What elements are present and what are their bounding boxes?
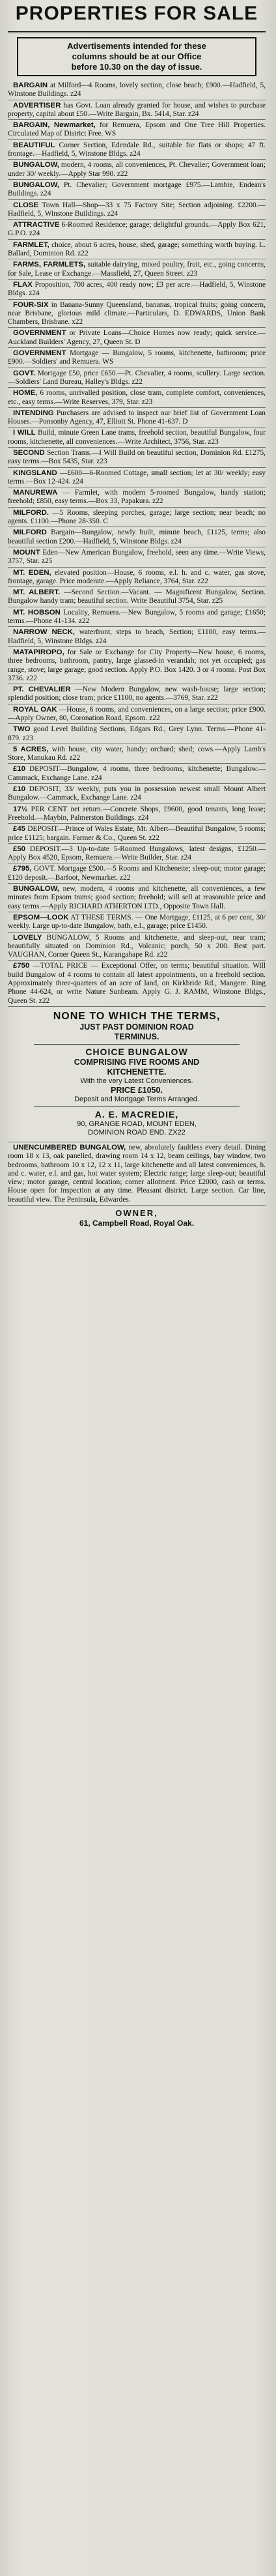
classified-ad xyxy=(8,627,266,647)
classified-ad xyxy=(8,328,266,348)
classified-ad xyxy=(8,80,266,100)
ad-text: DEPOSIT—Prince of Wales Estate, Mt. Albert—Beautiful Bungalow, 5 rooms; price £1125; bargain. Farmer & Co., Queen St. z22 xyxy=(8,825,266,842)
agent-surname: MACREDIE, xyxy=(121,1108,179,1120)
classified-ad xyxy=(8,647,266,684)
ad-lead: MT. ALBERT. xyxy=(13,588,61,597)
classified-ad xyxy=(8,300,266,328)
ad-lead: BARGAIN, Newmarket, xyxy=(13,121,96,130)
ad-lead: 17½ xyxy=(13,805,28,813)
classified-ad xyxy=(8,568,266,588)
classified-ad xyxy=(8,764,266,784)
ad-text: Locality, Remuera.—New Bungalow, 5 rooms and garage; £1650; terms.—Phone 41-134. z22 xyxy=(8,608,266,626)
ads-list xyxy=(8,80,266,1007)
ad-text: new, absolutely faultless every detail. Dining room 18 x 13, oak panelled, drawing room 14 x 12, beam ceilings, bay window, two bedrooms, bathroom 10 x 12, 12 x 11, large kitchenette and all latest conveniences, h. and c. water, e.l. and gas, hot water system; Electric range; large sleep-out; beautiful view; motor garage, central location; corner allotment. Price £2000, cash or terms. House open for inspection at any time. Pleasant district. Large section. Car line, beautiful view. The Peninsula, Edwardes. xyxy=(8,1143,266,1204)
classified-ad xyxy=(8,240,266,260)
ad-text: elevated position—House, 6 rooms, e.l. h. and c. water, gas stove, frontage, garage. Price moderate.—Apply Reliance, 3764, Star. z22 xyxy=(8,568,266,585)
ad-lead: FARMLET, xyxy=(13,240,49,249)
ad-lead: £10 xyxy=(13,785,26,794)
classified-ad xyxy=(8,824,266,844)
ad-lead: GOVERNMENT xyxy=(13,329,66,338)
ad-lead: GOVT. xyxy=(13,369,36,377)
owner-address: 61, Campbell Road, Royal Oak. xyxy=(79,1218,195,1228)
classified-ad xyxy=(8,961,266,1006)
classified-ad xyxy=(8,280,266,300)
ad-lead: BEAUTIFUL xyxy=(13,141,55,149)
section-banner: PROPERTIES FOR SALE xyxy=(8,0,266,33)
ad-text: Eden—New American Bungalow, freehold, seen any time.—Write Views, 3757, Star. z25 xyxy=(8,548,266,566)
ad-text: Build, minute Green Lane trams, freehold section, beautiful Bungalow, four rooms, kitchenette, all conveniences.—Write Architect, 3756, Star. z23 xyxy=(8,429,266,446)
classified-ad xyxy=(8,180,266,200)
ad-text: waterfront, steps to beach, Section; £1100, easy terms.—Hadfield, 5, Winstone Bldgs. z24 xyxy=(8,628,266,645)
ad-text: DEPOSIT—Bungalow, 4 rooms, three bedrooms, kitchenette; Bungalow.—Cammack, Exchange Lane. z24 xyxy=(8,765,266,782)
ad-text: 6-Roomed Residence; garage; delightful grounds.—Apply Box 621, G.P.O. z24 xyxy=(8,221,266,238)
classified-ad xyxy=(8,684,266,704)
ad-text: AT THESE TERMS. — One Mortgage, £1125, at 6 per cent, 30/ weekly. Large up-to-date Bungalow, bath, e.l., garage; price £1450. xyxy=(8,913,266,931)
ad-lead: I WILL xyxy=(13,429,36,437)
ad-text: —5 Rooms, sleeping porches, garage; large section; near beach; no agents. £1100.—Phone 28-350. C xyxy=(8,508,266,526)
ad-lead: CLOSE xyxy=(13,201,39,209)
ad-lead: MANUREWA xyxy=(13,489,58,497)
ad-text: Pt. Chevalier; Government mortgage £975.—Lambie, Endean's Buildings. z24 xyxy=(8,181,266,198)
ad-lead: TWO xyxy=(13,725,31,734)
ad-lead: ATTRACTIVE xyxy=(13,221,60,229)
ad-text: —New Modern Bungalow, new wash-house; large section; splendid position; close tram; price £1100, no agents.—3769, Star. z22 xyxy=(8,686,266,702)
ad-lead: MT. EDEN, xyxy=(13,568,51,577)
display-line: JUST PAST DOMINION ROAD xyxy=(79,1022,194,1032)
classified-ad xyxy=(8,468,266,488)
ad-lead: FARMS, FARMLETS, xyxy=(13,261,86,269)
ad-text: BUNGALOW, 5 Rooms and kitchenette, and sleep-out, near tram; beautifully situated on Dominion Rd., Volcanic; porch, 50 x 200. Best part. VAUGHAN, Corner Queen St., Karangahape Rd. z22 xyxy=(8,933,266,959)
ad-lead: NARROW NECK, xyxy=(13,628,75,637)
ad-text: has Govt. Loan already granted for house, and wishes to purchase property, capital about £50.—Write Bargain, Bx. 5414, Star. z24 xyxy=(8,101,266,118)
classified-ad xyxy=(8,844,266,864)
classified-ad xyxy=(8,368,266,388)
ad-lead: EPSOM—LOOK xyxy=(13,913,69,921)
ad-text: —£600—6-Roomed Cottage, small section; let at 30/ weekly; easy terms.—Box 12-424. z24 xyxy=(8,469,266,485)
ad-text: DEPOSIT, 33/ weekly, puts you in possession newest small Mount Albert Bungalow.—Cammack, Exchange Lane. z24 xyxy=(8,785,266,802)
ad-text: — Farmlet, with modern 5-roomed Bungalow, handy station; freehold; £850, easy terms.—Box 33, Papakura. z22 xyxy=(8,489,266,506)
display-advertisement xyxy=(8,1007,266,1142)
ad-text: —TOTAL PRICE — Exceptional Offer, on terms; beautiful situation. Will build Bungalow of 4 rooms to contain all latest appointments, on a freehold section. Approximately three-quarters of an acre of land, on Kirkbride Rd., Mangere. Ring Phone 44-624, or write Nature Sunbeam. Apply G. J. RAMM, Winstone Bldgs., Queen St. z22 xyxy=(8,962,266,1005)
classified-ad xyxy=(8,200,266,220)
ad-lead: BARGAIN xyxy=(13,81,48,89)
classified-ad xyxy=(8,587,266,607)
owner-signature xyxy=(8,1206,266,1231)
ad-lead: £795, xyxy=(13,865,32,873)
ad-lead: SECOND xyxy=(13,448,45,457)
ad-lead: £50 xyxy=(13,845,26,853)
ad-lead: BUNGALOW, xyxy=(13,885,59,893)
ad-lead: MOUNT xyxy=(13,548,40,557)
classified-ad xyxy=(8,140,266,160)
notice-line: columns should be at our Office xyxy=(72,51,202,61)
agent-initials: A. E. xyxy=(94,1108,118,1120)
display-line: COMPRISING FIVE ROOMS AND xyxy=(74,1057,200,1067)
classified-ad xyxy=(8,508,266,528)
ad-text: Proposition, 700 acres, 400 ready now; £3 per acre.—Hadfield, 5, Winstone Bldgs. z24 xyxy=(8,280,266,298)
notice-line: Advertisements intended for these xyxy=(67,41,206,51)
classified-ad xyxy=(8,388,266,408)
ad-text: for Sale or Exchange for City Property—New house, 6 rooms, three bedrooms, bathroom, pantry, large glassed-in verandah; not yet occupied; gas range, stove; large garage; good section. Apply P.O. Box 1420. 3 or 4 rooms. Post Box 3736. z22 xyxy=(8,648,266,682)
classified-ad xyxy=(8,784,266,804)
classified-ad xyxy=(8,884,266,912)
ad-text: Town Hall—Shop—33 x 75 Factory Site; Section adjoining. £2200.—Hadfield, 5, Winstone Buildings. z24 xyxy=(8,201,266,218)
ad-text: at Milford—4 Rooms, lovely section, close beach; £900.—Hadfield, 5, Winstone Buildings. z24 xyxy=(8,81,266,98)
display-line: CHOICE BUNGALOW xyxy=(85,1046,188,1057)
notice-line: before 10.30 on the day of issue. xyxy=(71,62,202,72)
ad-text: Bargain—Bungalow, newly built, minute beach, £1125, terms; also beautiful section £200.—Hadfield, 5, Winstone Bldgs. z24 xyxy=(8,528,266,545)
ad-lead: PT. CHEVALIER xyxy=(13,686,71,694)
classified-ad xyxy=(8,744,266,764)
ad-lead: 5 ACRES, xyxy=(13,745,49,753)
ad-lead: MILFORD xyxy=(13,528,47,537)
display-line: With the very Latest Conveniences. xyxy=(80,1077,193,1085)
classified-ad xyxy=(8,724,266,744)
display-headline: NONE TO WHICH THE TERMS, xyxy=(53,1010,221,1022)
ad-lead: INTENDING xyxy=(13,409,54,417)
display-rule xyxy=(34,1044,240,1045)
ad-lead: FOUR-SIX xyxy=(13,300,49,309)
ad-text: modern, 4 rooms, all conveniences, Pt. Chevalier; Government loan; under 30/ weekly.—Apply Star 990. z22 xyxy=(8,161,266,178)
ad-text: Mortgage £50, price £650.—Pt. Chevalier, 4 rooms, scullery. Large section.—Soldiers' Land Bureau, Halley's Bldgs. z22 xyxy=(8,369,266,386)
ad-text: in Banana-Sunny Queensland, bananas, tropical fruits; going concern, near Brisbane, glorious mild climate.—Particulars, D. EDWARDS, Union Bank Chambers, Brisbane. x22 xyxy=(8,300,266,326)
ad-lead: £10 xyxy=(13,765,26,774)
ad-text: —House, 6 rooms, and conveniences, on a large section; price £900.—Apply Owner, 80, Coronation Road, Epsom. z22 xyxy=(8,705,266,722)
ad-text: GOVT. Mortgage £500.—5 Rooms and Kitchenette; sleep-out; motor garage; £120 deposit.—Barfoot, Newmarket. z22 xyxy=(8,865,266,882)
classified-ad xyxy=(8,408,266,428)
ad-lead: HOME, xyxy=(13,389,38,398)
classified-ad xyxy=(8,863,266,884)
ad-text: PER CENT net return.—Concrete Shops, £9600, good tenants, long lease; Freehold.—Maybin, Palmerston Buildings. z24 xyxy=(8,805,266,822)
classified-ad xyxy=(8,487,266,508)
ad-lead: BUNGALOW, xyxy=(13,181,59,189)
display-line: KITCHENETTE. xyxy=(107,1067,167,1077)
ad-text: —Second Section.—Vacant. — Magnificent Bungalow, Section. Bungalow handy tram; beautiful section. Write Beautiful 3754, Star. z25 xyxy=(8,588,266,605)
classified-ad xyxy=(8,100,266,121)
deadline-notice xyxy=(17,37,256,76)
agent-address: 90, GRANGE ROAD, MOUNT EDEN, xyxy=(77,1120,197,1128)
classified-ad xyxy=(8,348,266,368)
ad-text: 6 rooms, unrivalled position, close tram, complete comfort, conveniences, etc., easy terms.—Write Reserves, 379, Star. z23 xyxy=(8,389,266,406)
display-line: TERMINUS. xyxy=(114,1032,159,1041)
ad-text: DEPOSIT.—3 Up-to-date 5-Roomed Bungalows, latest designs, £1250.—Apply Box 4520, Epsom, Remuera.—Write Builder, Star. z24 xyxy=(8,845,266,862)
ad-lead: LOVELY xyxy=(13,933,42,942)
ad-lead: UNENCUMBERED BUNGALOW, xyxy=(13,1143,126,1151)
display-line: Deposit and Mortgage Terms Arranged. xyxy=(74,1095,199,1104)
ad-lead: BUNGALOW, xyxy=(13,161,59,169)
ad-lead: KINGSLAND xyxy=(13,469,57,477)
ad-text: Section Trams.—I Will Build on beautiful section, Dominion Rd. £1275, easy terms.—Box 5435, Star. z23 xyxy=(8,448,266,466)
ad-lead: MILFORD. xyxy=(13,508,49,517)
ad-lead: £750 xyxy=(13,962,30,970)
classified-ad xyxy=(8,607,266,628)
classified-ad xyxy=(8,448,266,468)
ad-lead: ROYAL OAK xyxy=(13,705,57,714)
ad-text: Corner Section, Edendale Rd., suitable for flats or shops; 47 ft. frontage.—Hadfield, 5, Winstone Bldgs. z24 xyxy=(8,141,266,158)
classified-ad xyxy=(8,1142,266,1206)
ad-lead: MT. HOBSON xyxy=(13,608,61,616)
classified-ad xyxy=(8,547,266,568)
ad-text: for Remuera, Epsom and One Tree Hill Properties. Circulated Map of District Free. WS xyxy=(8,121,266,138)
classified-ad xyxy=(8,704,266,725)
ad-text: new, modern, 4 rooms and kitchenette, all conveniences, a few minutes from Epsom trams; good section; freehold; will sell at reasonable price and easy terms.—Apply RICHARD ATHERTON LTD., Opposite Town Hall. xyxy=(8,885,266,910)
classified-ad xyxy=(8,527,266,547)
ad-text: Purchasers are advised to inspect our brief list of Government Loan Houses.—Ponsonby Agency, 47, Elliott St. Phone 41-637. D xyxy=(8,409,266,426)
ad-lead: MATAPIROPO, xyxy=(13,648,64,656)
classified-ad xyxy=(8,120,266,140)
classified-column xyxy=(0,0,276,1231)
ad-lead: GOVERNMENT xyxy=(13,349,66,358)
ad-lead: £45 xyxy=(13,825,26,833)
classified-ad xyxy=(8,427,266,448)
classified-ad xyxy=(8,912,266,933)
ad-text: good Level Building Sections, Edgars Rd., Grey Lynn. Terms.—Phone 41-879. z23 xyxy=(8,725,266,742)
ad-text: Mortgage — Bungalow, 5 rooms, kitchenette, bathroom; price £900.—Soldiers' and Remuera. WS xyxy=(8,349,266,366)
classified-ad xyxy=(8,259,266,280)
classified-ad xyxy=(8,220,266,240)
agent-address: DOMINION ROAD END. ZX22 xyxy=(88,1129,186,1137)
ad-text: with house, city water, handy; orchard; shed; cows.—Apply Lamb's Store, Manukau Rd. z22 xyxy=(8,745,266,762)
ad-text: choice, about 6 acres, house, shed, garage; something worth buying. L. Ballard, Dominion Rd. z22 xyxy=(8,240,266,258)
display-price: PRICE £1050. xyxy=(111,1086,163,1095)
agent-name xyxy=(8,1109,266,1120)
classified-ad xyxy=(8,933,266,961)
classified-ad xyxy=(8,160,266,180)
ad-text: or Private Loans—Choice Homes now ready; quick service.—Auckland Builders' Agency, 27, Queen St. D xyxy=(8,329,266,346)
owner-label: OWNER, xyxy=(115,1208,158,1218)
ad-text: suitable dairying, mixed poultry, fruit, etc., going concerns, for Sale, Lease or Exchange.—Massfield, 27, Queen Street. z23 xyxy=(8,261,266,278)
classified-ad xyxy=(8,804,266,824)
ad-lead: FLAX xyxy=(13,280,33,289)
ad-lead: ADVERTISER xyxy=(13,101,61,109)
